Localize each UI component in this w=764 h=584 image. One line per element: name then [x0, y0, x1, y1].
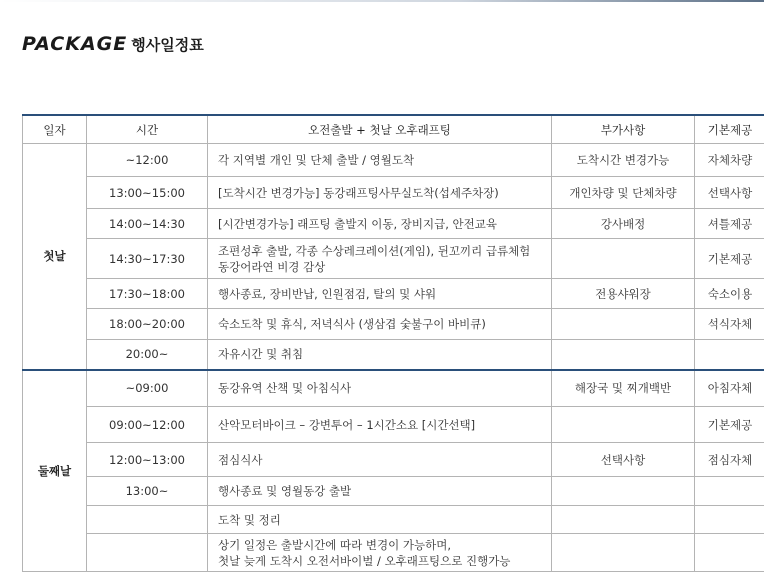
activity-cell — [208, 407, 552, 443]
activity-cell — [208, 340, 552, 370]
activity-line: 점심식사 — [218, 452, 263, 467]
time-cell: 13:00~ — [87, 477, 208, 506]
extra-cell: 개인차량 및 단체차량 — [552, 177, 695, 209]
activity-line: [도착시간 변경가능] 동강래프팅사무실도착(섭세주차장) — [218, 185, 499, 200]
activity-cell — [208, 506, 552, 534]
activity-cell — [208, 443, 552, 477]
extra-cell — [552, 477, 695, 506]
activity-cell — [208, 534, 552, 572]
table-row — [23, 370, 764, 407]
activity-line: 동강유역 산책 및 아침식사 — [218, 381, 352, 396]
basic-cell: 셔틀제공 — [695, 209, 764, 239]
basic-cell: 자체차량 — [695, 144, 764, 177]
activity-line: 숙소도착 및 휴식, 저녁식사 (생삼겹 숯불구이 바비큐) — [218, 317, 486, 331]
activity-cell — [208, 477, 552, 506]
activity-line: 도착 및 정리 — [218, 512, 281, 527]
extra-cell — [552, 309, 695, 340]
table-header-row — [23, 115, 764, 144]
activity-cell — [208, 177, 552, 209]
table-row — [23, 443, 764, 477]
time-cell: 20:00~ — [87, 340, 208, 370]
activity-line: 동강어라연 비경 감상 — [218, 259, 326, 274]
table-row — [23, 477, 764, 506]
extra-cell: 도착시간 변경가능 — [552, 144, 695, 177]
activity-cell — [208, 209, 552, 239]
table-row — [23, 340, 764, 370]
basic-cell: 기본제공 — [695, 407, 764, 443]
activity-line: 행사종료, 장비반납, 인원점검, 탈의 및 샤워 — [218, 286, 437, 301]
table-row — [23, 279, 764, 309]
schedule-table — [22, 114, 764, 572]
activity-line: 상기 일정은 출발시간에 따라 변경이 가능하며, — [218, 537, 452, 552]
extra-cell: 해장국 및 찌개백반 — [552, 370, 695, 407]
activity-line: 조편성후 출발, 각종 수상레크레이션(게임), 뒨꼬끼리 급류체험 — [218, 243, 531, 258]
extra-cell: 선택사항 — [552, 443, 695, 477]
activity-line: 첫날 늦게 도착시 오전서바이벌 / 오후래프팅으로 진행가능 — [218, 553, 511, 568]
extra-cell: 강사배정 — [552, 209, 695, 239]
header-day: 일자 — [23, 115, 87, 144]
time-cell: 18:00~20:00 — [87, 309, 208, 340]
activity-cell — [208, 144, 552, 177]
activity-cell — [208, 370, 552, 407]
basic-cell: 점심자체 — [695, 443, 764, 477]
header-extra: 부가사항 — [552, 115, 695, 144]
header-program: 오전출발 + 첫날 오후래프팅 — [208, 115, 552, 144]
activity-line: 자유시간 및 취침 — [218, 347, 304, 362]
time-cell: 13:00~15:00 — [87, 177, 208, 209]
time-cell: 14:00~14:30 — [87, 209, 208, 239]
extra-cell — [552, 534, 695, 572]
basic-cell: 기본제공 — [695, 239, 764, 279]
time-cell — [87, 534, 208, 572]
heading-package-text: PACKAGE — [22, 33, 128, 55]
table-row — [23, 407, 764, 443]
table-row — [23, 534, 764, 572]
basic-cell: 선택사항 — [695, 177, 764, 209]
activity-cell — [208, 239, 552, 279]
activity-cell — [208, 279, 552, 309]
day-label-day1: 첫날 — [23, 144, 87, 370]
table-row — [23, 506, 764, 534]
activity-line: 각 지역별 개인 및 단체 출발 / 영월도착 — [218, 153, 415, 167]
header-time: 시간 — [87, 115, 208, 144]
basic-cell: 숙소이용 — [695, 279, 764, 309]
basic-cell — [695, 340, 764, 370]
extra-cell — [552, 239, 695, 279]
page-heading — [22, 33, 204, 55]
table-row — [23, 309, 764, 340]
basic-cell — [695, 477, 764, 506]
table-row — [23, 209, 764, 239]
activity-line: 행사종료 및 영월동강 출발 — [218, 484, 352, 498]
top-divider-line — [0, 0, 764, 2]
activity-line: 산악모터바이크 – 강변투어 – 1시간소요 [시간선택] — [218, 417, 476, 432]
activity-cell — [208, 309, 552, 340]
heading-schedule-text: 행사일정표 — [131, 36, 204, 54]
basic-cell: 아침자체 — [695, 370, 764, 407]
time-cell: 17:30~18:00 — [87, 279, 208, 309]
extra-cell — [552, 407, 695, 443]
extra-cell: 전용샤워장 — [552, 279, 695, 309]
time-cell: ~12:00 — [87, 144, 208, 177]
day2-group — [23, 370, 764, 572]
day1-group — [23, 144, 764, 370]
time-cell: ~09:00 — [87, 370, 208, 407]
header-basic: 기본제공 — [695, 115, 764, 144]
extra-cell — [552, 506, 695, 534]
extra-cell — [552, 340, 695, 370]
time-cell: 14:30~17:30 — [87, 239, 208, 279]
table-row — [23, 144, 764, 177]
time-cell — [87, 506, 208, 534]
time-cell: 12:00~13:00 — [87, 443, 208, 477]
table-row — [23, 177, 764, 209]
basic-cell — [695, 506, 764, 534]
time-cell: 09:00~12:00 — [87, 407, 208, 443]
day-label-day2: 둘째날 — [23, 370, 87, 572]
basic-cell: 석식자체 — [695, 309, 764, 340]
basic-cell — [695, 534, 764, 572]
table-row — [23, 239, 764, 279]
activity-line: [시간변경가능] 래프팅 출발지 이동, 장비지급, 안전교육 — [218, 216, 497, 231]
